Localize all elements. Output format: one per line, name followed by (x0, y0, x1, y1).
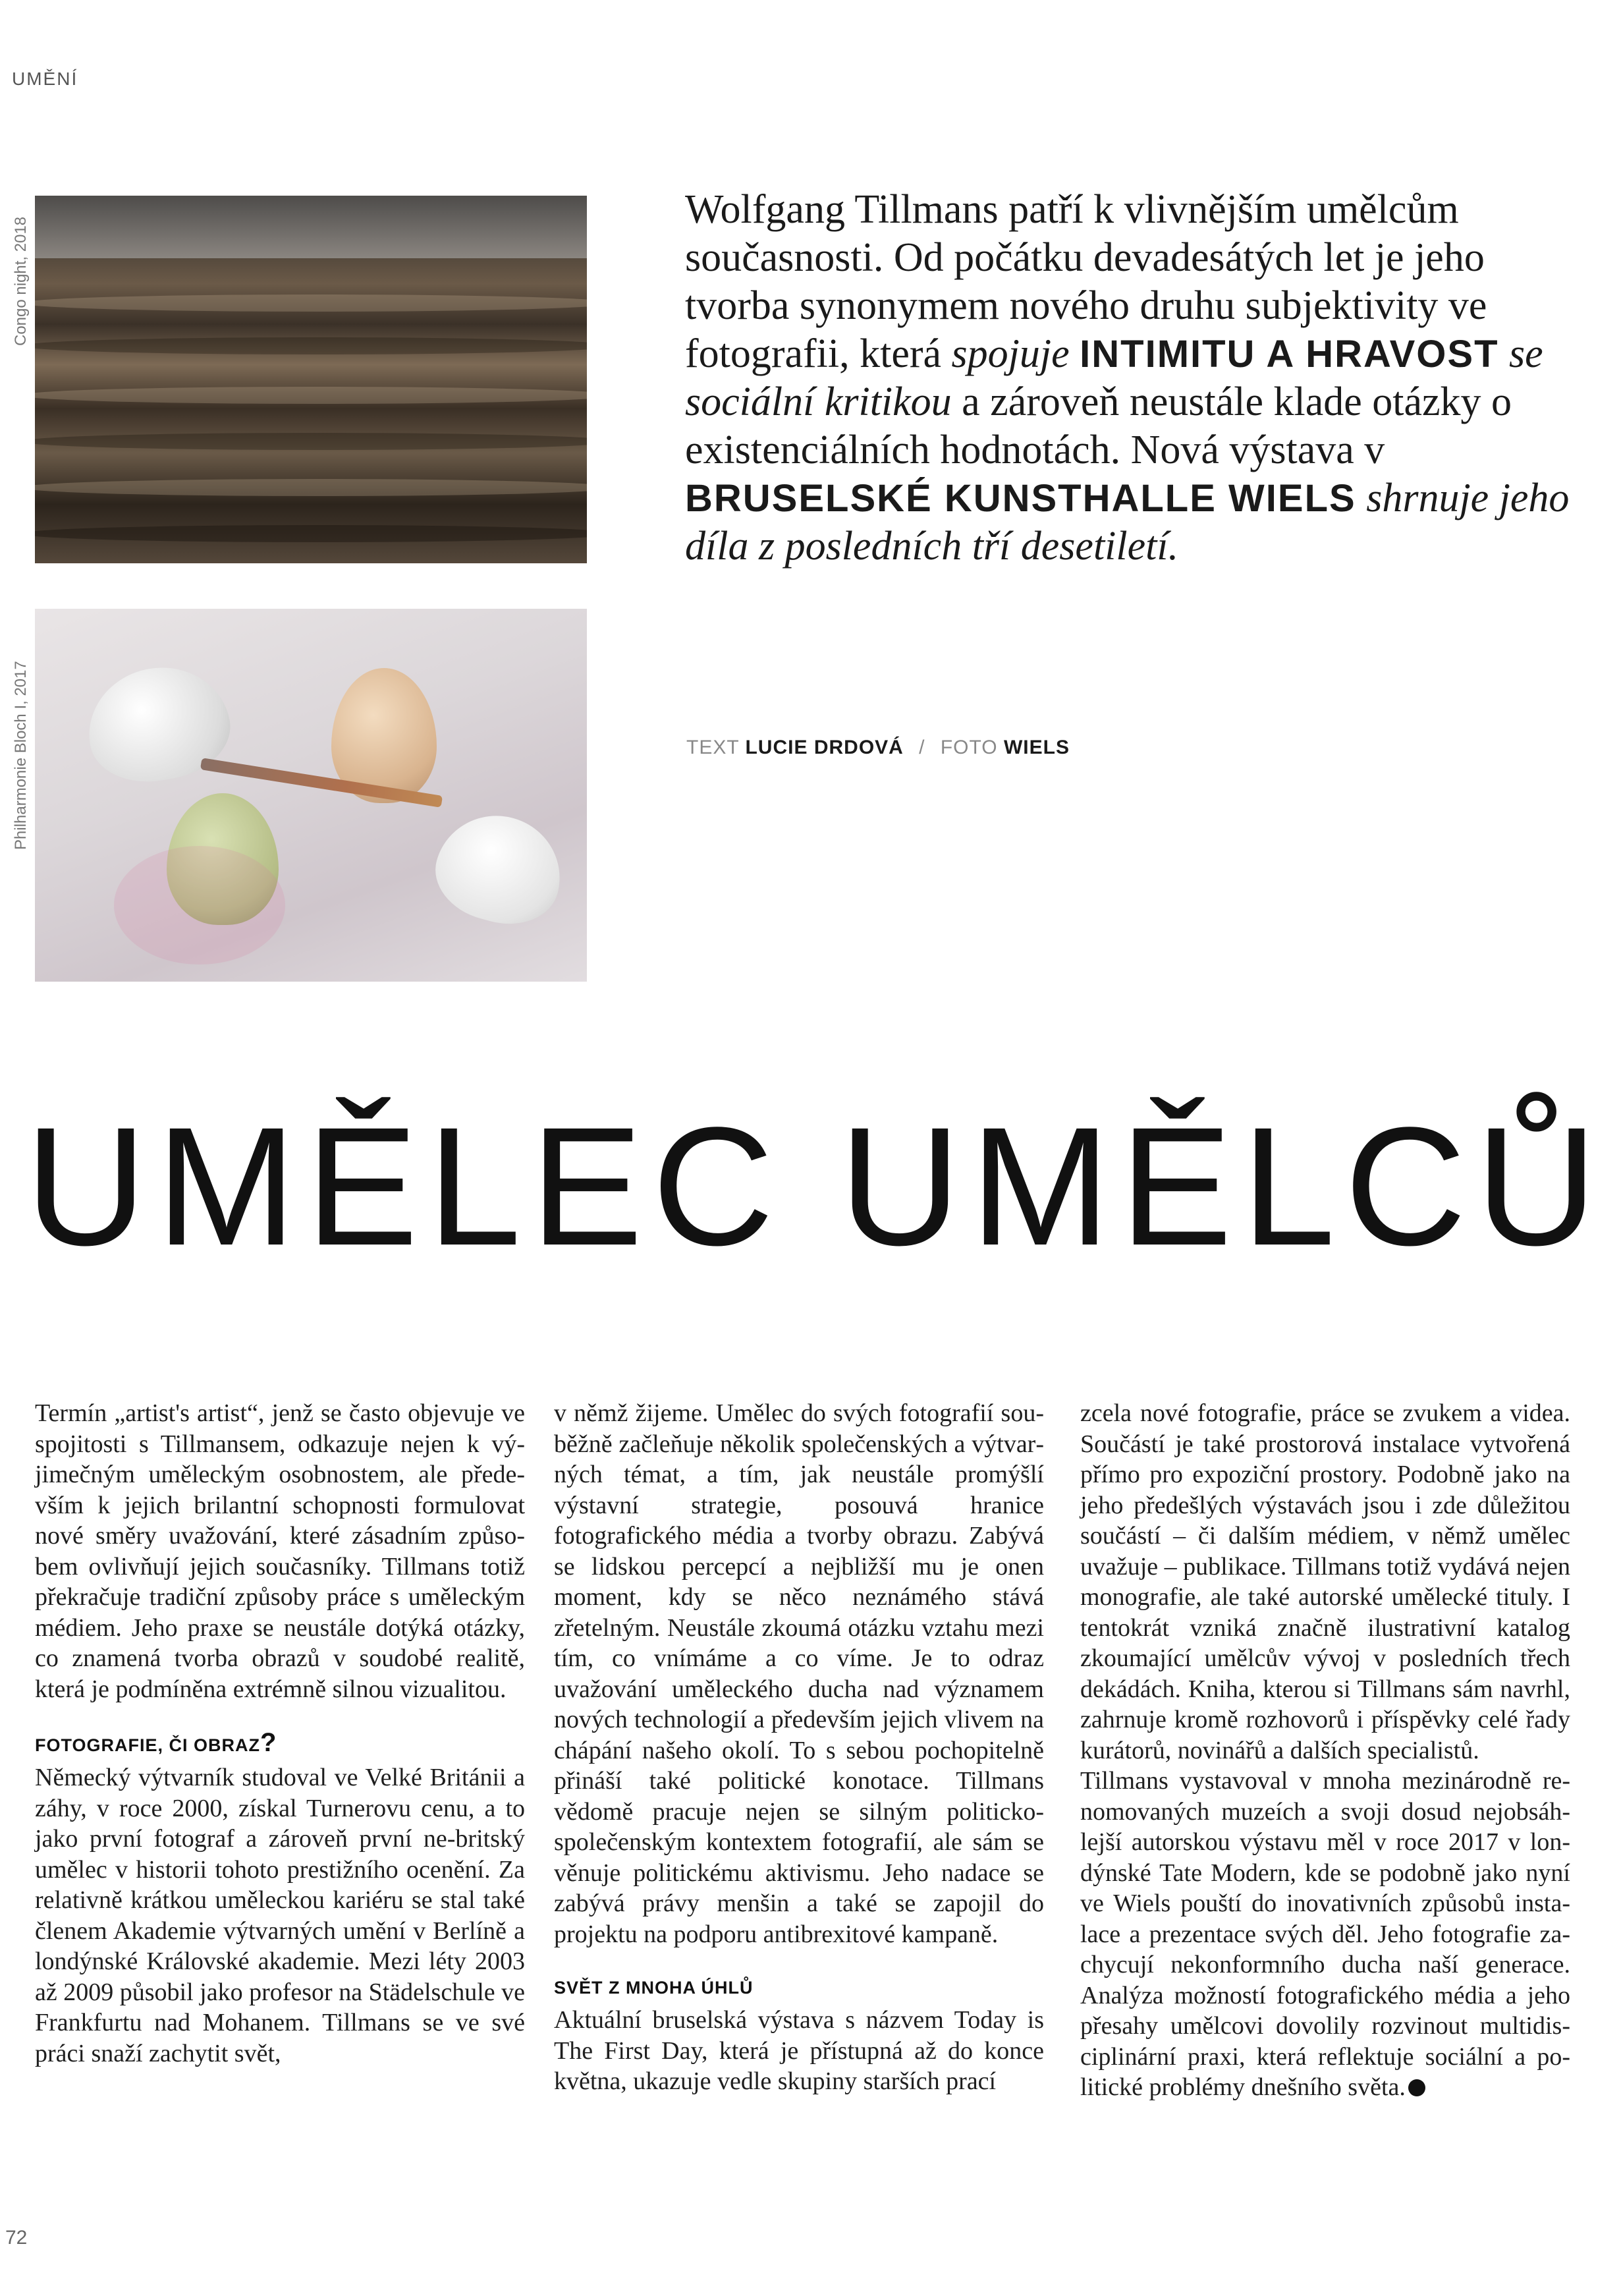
credit-text-label: TEXT (686, 737, 740, 758)
photo-caption: Philharmonie Bloch I, 2017 (12, 661, 30, 850)
lead-text: a zároveň neustále klade otázky o existenciálních hodnotách. Nová výstava v (685, 379, 1512, 472)
body-column-2 (554, 1398, 1044, 2097)
body-column-1 (35, 1398, 525, 2069)
body-paragraph (1080, 1766, 1570, 2103)
article-headline: UMĚLEC UMĚLCŮ (25, 1092, 1607, 1281)
credit-author: LUCIE DRDOVÁ (745, 737, 904, 758)
body-paragraph-text: Tillmans vystavoval v mnoha mezinárodně renomovaných muzeích a svoji dosud nejobsáhlejší autorskou výstavu měl v roce 2017 v londýnské Tate Modern, kde se podobně jako nyní ve Wiels pouští do inovativních způsobů instalace a prezentace svých děl. Jeho fotografie zachycují nekonformního ducha naší generace. Analýza možností fotografického média a jeho přesahy umělcovi dovolily rozvinout multidisciplinární praxi, která reflektuje sociální a politické problémy dnešního světa. (1080, 1767, 1570, 2101)
body-paragraph: Německý výtvarník studoval ve Velké Británii a záhy, v roce 2000, získal Turnerovu cenu, a to jako první fotograf a zároveň první ne-britský umělec v historii tohoto prestižního ocenění. Za relativně krátkou uměleckou kariéru se stal také členem Akademie výtvarných umění v Berlíně a londýnské Královské akademie. Mezi léty 2003 až 2009 působil jako profesor na Städelschule ve Frankfurtu nad Mohanem. Tillmans se ve své práci snaží zachytit svět, (35, 1764, 525, 2067)
pink-stain (114, 846, 285, 965)
lead-italic: shrnuje jeho díla z posledních tří desetiletí. (685, 476, 1570, 569)
end-mark-icon (1408, 2079, 1425, 2096)
credit-photographer: WIELS (1003, 737, 1070, 758)
lead-caps: BRUSELSKÉ KUNSTHALLE WIELS (685, 477, 1356, 520)
lead-space (1356, 476, 1367, 520)
lead-italic: spojuje (951, 331, 1070, 376)
photo-wave (35, 294, 587, 312)
photo-congo-night (35, 196, 587, 563)
credit-foto-label: FOTO (940, 737, 998, 758)
section-label: UMĚNÍ (12, 69, 78, 89)
subheading-text: FOTOGRAFIE, ČI OBRAZ (35, 1735, 260, 1755)
lead-space (1070, 331, 1080, 376)
body-paragraph: Aktuální bruselská výstava s názvem Today is The First Day, která je přístupná až do konce května, ukazuje vedle skupiny starších prací (554, 2006, 1044, 2095)
photo-wave (35, 337, 587, 354)
body-paragraph: zcela nové fotografie, práce se zvukem a videa. Součástí je také prostorová instalace vytvořená přímo pro expoziční prostory. Podobně jako na jeho předešlých výstavách jsou i zde důležitou součástí – či dalším médiem, v němž umělec uvažuje – publikace. Tillmans totiž vydává nejen monografie, ale také autorské umělecké tituly. I tentokrát vzniká značně ilustrativní katalog zkoumající umělcův vývoj v posledních třech dekádách. Kniha, kterou si Tillmans sám navrhl, zahrnuje kromě rozhovorů i příspěvky celé řady kurátorů, novinářů a dalších specialistů. (1080, 1399, 1571, 1764)
subheading-question-mark: ? (260, 1728, 277, 1757)
photo-caption: Congo night, 2018 (12, 216, 30, 346)
body-column-3 (1080, 1398, 1570, 2103)
photo-wave (35, 433, 587, 450)
photo-sky (35, 196, 587, 258)
lead-text: Wolfgang Tillmans patří k vlivnějším umělcům současnosti. Od počátku devadesátých let je jeho tvorba synonymem nového druhu subjektivity ve fotografii, která (685, 187, 1487, 376)
body-paragraph: v němž žijeme. Umělec do svých fotografií souběžně začleňuje několik společenských a výtvarných témat, a tím, jak neustále promýšlí výstavní strategie, posouvá hranice fotografického média a tvorby obrazu. Zabývá se lidskou percepcí a nejbližší mu je onen moment, kdy se něco neznámého stává zřetelným. Neustále zkoumá otázku vztahu mezi tím, co vnímáme a co víme. Je to odraz uvažování uměleckého ducha nad významem nových technologií a především jejich vlivem na chápání našeho okolí. To s sebou pochopitelně přináší také politické konotace. Tillmans vědomě pracuje nejen se silným politicko-společenským kontextem fotografií, ale sám se věnuje politickému aktivismu. Jeho nadace se zabývá právy menšin a také se zapojil do projektu na podporu antibrexitové kampaně. (554, 1399, 1044, 1948)
credit-separator: / (919, 737, 925, 758)
lead-caps: INTIMITU A HRAVOST (1080, 333, 1499, 376)
subheading: SVĚT Z MNOHA ÚHLŮ (554, 1978, 754, 1998)
egg-shape (426, 802, 574, 936)
photo-wave (35, 387, 587, 404)
subheading (35, 1729, 525, 1758)
photo-wave (35, 525, 587, 542)
lead-space (1499, 331, 1510, 376)
page-number: 72 (5, 2227, 28, 2249)
article-credits (686, 737, 1070, 759)
body-paragraph: Termín „artist's artist“, jenž se často objevuje ve spojitosti s Tillmansem, odkazuje nejen k výjimečným uměleckým osobnostem, ale především k jejich brilantní schopnosti formulovat nové směry uvažování, které zásadním způsobem ovlivňují jejich současníky. Tillmans totiž překračuje tradiční způsoby práce s uměleckým médiem. Jeho praxe se neustále dotýká otázky, co znamená tvorba obrazů v soudobé realitě, která je podmíněna extrémně silnou vizualitou. (35, 1399, 525, 1703)
lead-italic: se sociální kritikou (685, 331, 1543, 424)
lead-paragraph (685, 186, 1581, 571)
photo-wave (35, 479, 587, 496)
photo-eggs (35, 609, 587, 982)
